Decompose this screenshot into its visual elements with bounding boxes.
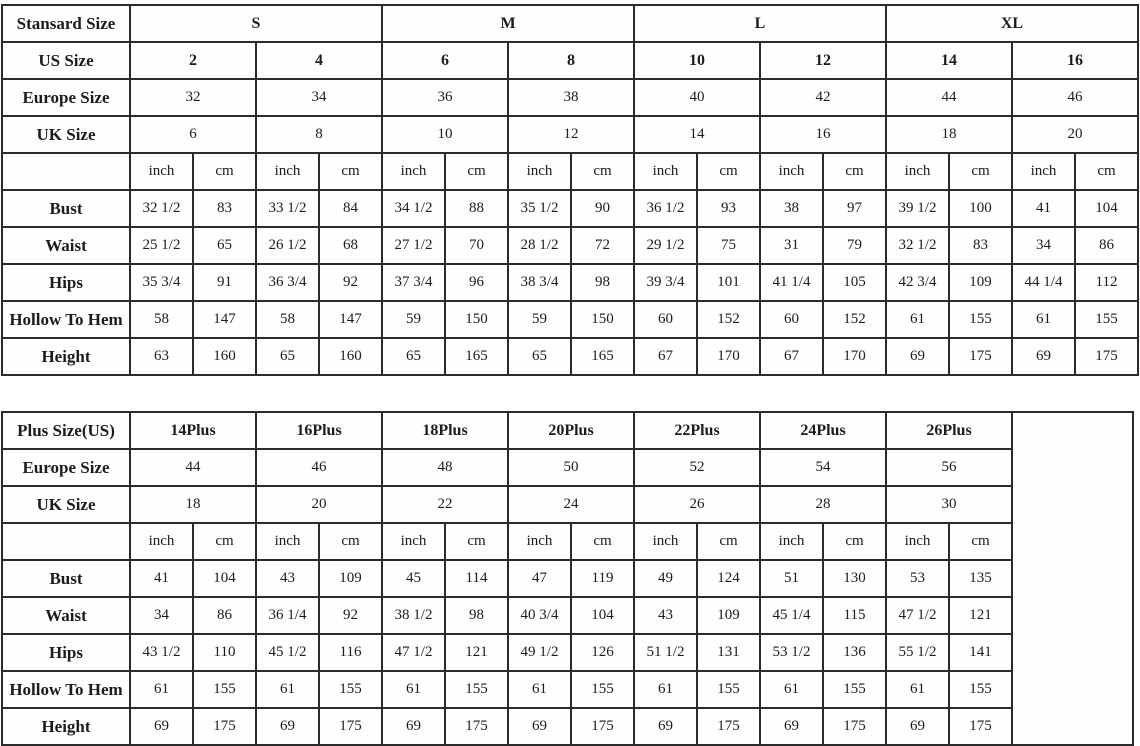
data-cell: 45 1/4 xyxy=(760,597,823,634)
data-cell: 147 xyxy=(319,301,382,338)
data-cell: 175 xyxy=(319,708,382,745)
row-header-cell: Europe Size xyxy=(2,79,130,116)
data-cell: 36 1/2 xyxy=(634,190,697,227)
data-cell: 60 xyxy=(634,301,697,338)
data-cell: 26Plus xyxy=(886,412,1012,449)
data-cell: inch xyxy=(256,153,319,190)
data-cell: 34 1/2 xyxy=(382,190,445,227)
data-cell: 60 xyxy=(760,301,823,338)
data-cell: 69 xyxy=(886,708,949,745)
data-cell: 46 xyxy=(256,449,382,486)
data-cell: 38 3/4 xyxy=(508,264,571,301)
data-cell: 104 xyxy=(571,597,634,634)
data-cell: inch xyxy=(508,153,571,190)
data-cell: 28 1/2 xyxy=(508,227,571,264)
row-header-cell: Hips xyxy=(2,264,130,301)
data-cell: 121 xyxy=(949,597,1012,634)
data-cell: 126 xyxy=(571,634,634,671)
data-cell: 18 xyxy=(886,116,1012,153)
data-cell: 69 xyxy=(886,338,949,375)
data-cell: 91 xyxy=(193,264,256,301)
data-cell: 45 xyxy=(382,560,445,597)
data-cell: 84 xyxy=(319,190,382,227)
data-cell: 61 xyxy=(634,671,697,708)
data-cell: 55 1/2 xyxy=(886,634,949,671)
data-cell: 16 xyxy=(1012,42,1138,79)
data-cell: 39 3/4 xyxy=(634,264,697,301)
table-row xyxy=(2,412,1133,449)
data-cell: 75 xyxy=(697,227,760,264)
data-cell: 61 xyxy=(886,301,949,338)
data-cell: 65 xyxy=(256,338,319,375)
table-row xyxy=(2,301,1138,338)
data-cell: 155 xyxy=(949,671,1012,708)
data-cell: 34 xyxy=(130,597,193,634)
data-cell: 69 xyxy=(508,708,571,745)
data-cell: 20 xyxy=(256,486,382,523)
data-cell: 175 xyxy=(1075,338,1138,375)
data-cell: cm xyxy=(823,153,886,190)
data-cell: inch xyxy=(130,153,193,190)
data-cell: 150 xyxy=(571,301,634,338)
data-cell: 51 xyxy=(760,560,823,597)
data-cell: 14 xyxy=(886,42,1012,79)
data-cell: 152 xyxy=(823,301,886,338)
data-cell: 53 1/2 xyxy=(760,634,823,671)
row-header-cell: Hips xyxy=(2,634,130,671)
data-cell: cm xyxy=(193,153,256,190)
data-cell: 61 xyxy=(256,671,319,708)
data-cell: 104 xyxy=(193,560,256,597)
table-row xyxy=(2,42,1138,79)
data-cell: 72 xyxy=(571,227,634,264)
data-cell: 61 xyxy=(382,671,445,708)
data-cell: 27 1/2 xyxy=(382,227,445,264)
data-cell: 147 xyxy=(193,301,256,338)
data-cell: 20Plus xyxy=(508,412,634,449)
data-cell: 12 xyxy=(508,116,634,153)
data-cell: inch xyxy=(634,523,697,560)
data-cell: cm xyxy=(1075,153,1138,190)
data-cell: 83 xyxy=(949,227,1012,264)
data-cell: 175 xyxy=(697,708,760,745)
data-cell: 53 xyxy=(886,560,949,597)
data-cell: 8 xyxy=(508,42,634,79)
data-cell: 33 1/2 xyxy=(256,190,319,227)
data-cell: 8 xyxy=(256,116,382,153)
data-cell: 100 xyxy=(949,190,1012,227)
data-cell: 58 xyxy=(256,301,319,338)
data-cell: 65 xyxy=(382,338,445,375)
data-cell: 31 xyxy=(760,227,823,264)
data-cell: 170 xyxy=(823,338,886,375)
data-cell: 141 xyxy=(949,634,1012,671)
data-cell: L xyxy=(634,5,886,42)
data-cell: 10 xyxy=(634,42,760,79)
data-cell: 96 xyxy=(445,264,508,301)
data-cell: 30 xyxy=(886,486,1012,523)
data-cell: cm xyxy=(697,153,760,190)
data-cell: 4 xyxy=(256,42,382,79)
data-cell: 90 xyxy=(571,190,634,227)
data-cell: 104 xyxy=(1075,190,1138,227)
data-cell: inch xyxy=(760,523,823,560)
data-cell: 175 xyxy=(193,708,256,745)
data-cell: 61 xyxy=(130,671,193,708)
data-cell: 92 xyxy=(319,597,382,634)
row-header-cell: Stansard Size xyxy=(2,5,130,42)
data-cell: 39 1/2 xyxy=(886,190,949,227)
data-cell: 109 xyxy=(319,560,382,597)
table-row xyxy=(2,560,1133,597)
table-row xyxy=(2,116,1138,153)
data-cell: 44 xyxy=(886,79,1012,116)
data-cell: cm xyxy=(445,153,508,190)
data-cell: 124 xyxy=(697,560,760,597)
data-cell: cm xyxy=(319,153,382,190)
data-cell: 32 xyxy=(130,79,256,116)
data-cell: 65 xyxy=(508,338,571,375)
standard-size-table-body xyxy=(2,5,1138,375)
data-cell: cm xyxy=(949,523,1012,560)
data-cell: 41 1/4 xyxy=(760,264,823,301)
data-cell: 101 xyxy=(697,264,760,301)
data-cell: 47 xyxy=(508,560,571,597)
table-row xyxy=(2,190,1138,227)
data-cell: 2 xyxy=(130,42,256,79)
table-row xyxy=(2,671,1133,708)
data-cell: M xyxy=(382,5,634,42)
data-cell: 43 xyxy=(256,560,319,597)
data-cell: 79 xyxy=(823,227,886,264)
data-cell: 110 xyxy=(193,634,256,671)
data-cell: 112 xyxy=(1075,264,1138,301)
data-cell: 67 xyxy=(634,338,697,375)
data-cell: 155 xyxy=(1075,301,1138,338)
row-header-cell: UK Size xyxy=(2,116,130,153)
data-cell: cm xyxy=(319,523,382,560)
row-header-cell: UK Size xyxy=(2,486,130,523)
data-cell: 165 xyxy=(445,338,508,375)
row-header-cell: Waist xyxy=(2,597,130,634)
data-cell: inch xyxy=(1012,153,1075,190)
data-cell: 88 xyxy=(445,190,508,227)
data-cell: 160 xyxy=(319,338,382,375)
data-cell: cm xyxy=(949,153,1012,190)
data-cell: 175 xyxy=(823,708,886,745)
row-header-cell xyxy=(2,523,130,560)
data-cell: 69 xyxy=(130,708,193,745)
data-cell: 114 xyxy=(445,560,508,597)
data-cell: 41 xyxy=(130,560,193,597)
data-cell: 46 xyxy=(1012,79,1138,116)
table-row xyxy=(2,449,1133,486)
data-cell: 24Plus xyxy=(760,412,886,449)
data-cell: 49 1/2 xyxy=(508,634,571,671)
data-cell: 175 xyxy=(949,338,1012,375)
data-cell: 34 xyxy=(1012,227,1075,264)
table-row xyxy=(2,708,1133,745)
data-cell: 86 xyxy=(1075,227,1138,264)
data-cell: cm xyxy=(823,523,886,560)
data-cell: 40 xyxy=(634,79,760,116)
plus-size-table xyxy=(1,411,1134,746)
data-cell: 59 xyxy=(382,301,445,338)
data-cell: 116 xyxy=(319,634,382,671)
row-header-cell: Bust xyxy=(2,190,130,227)
data-cell: 6 xyxy=(130,116,256,153)
data-cell: 47 1/2 xyxy=(886,597,949,634)
data-cell: 14Plus xyxy=(130,412,256,449)
data-cell: 63 xyxy=(130,338,193,375)
data-cell: 105 xyxy=(823,264,886,301)
data-cell: 20 xyxy=(1012,116,1138,153)
data-cell: 43 1/2 xyxy=(130,634,193,671)
row-header-cell: Plus Size(US) xyxy=(2,412,130,449)
row-header-cell: Europe Size xyxy=(2,449,130,486)
data-cell: 131 xyxy=(697,634,760,671)
data-cell: 160 xyxy=(193,338,256,375)
data-cell: 38 xyxy=(508,79,634,116)
data-cell: 47 1/2 xyxy=(382,634,445,671)
data-cell: 109 xyxy=(697,597,760,634)
row-header-cell: Height xyxy=(2,708,130,745)
empty-cell xyxy=(1012,412,1133,745)
data-cell: 29 1/2 xyxy=(634,227,697,264)
data-cell: 175 xyxy=(571,708,634,745)
data-cell: 12 xyxy=(760,42,886,79)
table-row xyxy=(2,634,1133,671)
row-header-cell: Bust xyxy=(2,560,130,597)
data-cell: inch xyxy=(760,153,823,190)
data-cell: 14 xyxy=(634,116,760,153)
data-cell: 18Plus xyxy=(382,412,508,449)
table-row xyxy=(2,264,1138,301)
data-cell: 69 xyxy=(1012,338,1075,375)
data-cell: inch xyxy=(382,523,445,560)
data-cell: 54 xyxy=(760,449,886,486)
data-cell: cm xyxy=(193,523,256,560)
data-cell: 98 xyxy=(445,597,508,634)
data-cell: 18 xyxy=(130,486,256,523)
data-cell: 44 xyxy=(130,449,256,486)
data-cell: 32 1/2 xyxy=(130,190,193,227)
data-cell: 165 xyxy=(571,338,634,375)
data-cell: 155 xyxy=(571,671,634,708)
data-cell: 36 xyxy=(382,79,508,116)
row-header-cell: US Size xyxy=(2,42,130,79)
data-cell: 36 1/4 xyxy=(256,597,319,634)
table-row xyxy=(2,79,1138,116)
data-cell: inch xyxy=(256,523,319,560)
table-row xyxy=(2,597,1133,634)
table-row xyxy=(2,523,1133,560)
data-cell: 175 xyxy=(445,708,508,745)
data-cell: 37 3/4 xyxy=(382,264,445,301)
data-cell: 32 1/2 xyxy=(886,227,949,264)
data-cell: 52 xyxy=(634,449,760,486)
data-cell: 40 3/4 xyxy=(508,597,571,634)
data-cell: 44 1/4 xyxy=(1012,264,1075,301)
data-cell: inch xyxy=(634,153,697,190)
data-cell: 56 xyxy=(886,449,1012,486)
data-cell: 98 xyxy=(571,264,634,301)
data-cell: 16 xyxy=(760,116,886,153)
data-cell: S xyxy=(130,5,382,42)
row-header-cell: Waist xyxy=(2,227,130,264)
table-row xyxy=(2,338,1138,375)
data-cell: 135 xyxy=(949,560,1012,597)
data-cell: 36 3/4 xyxy=(256,264,319,301)
data-cell: cm xyxy=(445,523,508,560)
data-cell: 61 xyxy=(886,671,949,708)
row-header-cell xyxy=(2,153,130,190)
data-cell: 97 xyxy=(823,190,886,227)
data-cell: 61 xyxy=(508,671,571,708)
data-cell: 10 xyxy=(382,116,508,153)
data-cell: 38 1/2 xyxy=(382,597,445,634)
data-cell: cm xyxy=(571,523,634,560)
data-cell: 119 xyxy=(571,560,634,597)
data-cell: 51 1/2 xyxy=(634,634,697,671)
data-cell: 38 xyxy=(760,190,823,227)
row-header-cell: Hollow To Hem xyxy=(2,301,130,338)
data-cell: 86 xyxy=(193,597,256,634)
data-cell: 69 xyxy=(760,708,823,745)
data-cell: 69 xyxy=(634,708,697,745)
data-cell: 115 xyxy=(823,597,886,634)
data-cell: inch xyxy=(508,523,571,560)
data-cell: XL xyxy=(886,5,1138,42)
data-cell: inch xyxy=(382,153,445,190)
data-cell: 121 xyxy=(445,634,508,671)
data-cell: 150 xyxy=(445,301,508,338)
size-chart-page xyxy=(0,4,1140,736)
data-cell: 155 xyxy=(823,671,886,708)
data-cell: 170 xyxy=(697,338,760,375)
data-cell: 49 xyxy=(634,560,697,597)
data-cell: 50 xyxy=(508,449,634,486)
data-cell: 69 xyxy=(256,708,319,745)
data-cell: 155 xyxy=(949,301,1012,338)
data-cell: 41 xyxy=(1012,190,1075,227)
data-cell: 155 xyxy=(319,671,382,708)
data-cell: 22Plus xyxy=(634,412,760,449)
data-cell: 6 xyxy=(382,42,508,79)
data-cell: 83 xyxy=(193,190,256,227)
data-cell: 48 xyxy=(382,449,508,486)
data-cell: 16Plus xyxy=(256,412,382,449)
data-cell: 26 1/2 xyxy=(256,227,319,264)
row-header-cell: Height xyxy=(2,338,130,375)
data-cell: inch xyxy=(886,523,949,560)
data-cell: 35 1/2 xyxy=(508,190,571,227)
data-cell: 175 xyxy=(949,708,1012,745)
data-cell: 26 xyxy=(634,486,760,523)
data-cell: 43 xyxy=(634,597,697,634)
data-cell: 59 xyxy=(508,301,571,338)
data-cell: 92 xyxy=(319,264,382,301)
standard-size-table xyxy=(1,4,1139,376)
data-cell: 93 xyxy=(697,190,760,227)
data-cell: 155 xyxy=(445,671,508,708)
data-cell: 42 xyxy=(760,79,886,116)
table-row xyxy=(2,227,1138,264)
data-cell: 25 1/2 xyxy=(130,227,193,264)
data-cell: 65 xyxy=(193,227,256,264)
data-cell: 155 xyxy=(193,671,256,708)
plus-size-table-body xyxy=(2,412,1133,745)
data-cell: 69 xyxy=(382,708,445,745)
table-row xyxy=(2,153,1138,190)
data-cell: 109 xyxy=(949,264,1012,301)
data-cell: 70 xyxy=(445,227,508,264)
data-cell: cm xyxy=(697,523,760,560)
data-cell: 22 xyxy=(382,486,508,523)
data-cell: inch xyxy=(886,153,949,190)
data-cell: 35 3/4 xyxy=(130,264,193,301)
data-cell: 136 xyxy=(823,634,886,671)
data-cell: 34 xyxy=(256,79,382,116)
data-cell: 152 xyxy=(697,301,760,338)
data-cell: 28 xyxy=(760,486,886,523)
data-cell: cm xyxy=(571,153,634,190)
data-cell: 61 xyxy=(1012,301,1075,338)
data-cell: 67 xyxy=(760,338,823,375)
data-cell: 155 xyxy=(697,671,760,708)
data-cell: 68 xyxy=(319,227,382,264)
data-cell: 24 xyxy=(508,486,634,523)
table-row xyxy=(2,5,1138,42)
data-cell: 61 xyxy=(760,671,823,708)
row-header-cell: Hollow To Hem xyxy=(2,671,130,708)
data-cell: 45 1/2 xyxy=(256,634,319,671)
data-cell: 130 xyxy=(823,560,886,597)
data-cell: 58 xyxy=(130,301,193,338)
data-cell: inch xyxy=(130,523,193,560)
data-cell: 42 3/4 xyxy=(886,264,949,301)
table-row xyxy=(2,486,1133,523)
